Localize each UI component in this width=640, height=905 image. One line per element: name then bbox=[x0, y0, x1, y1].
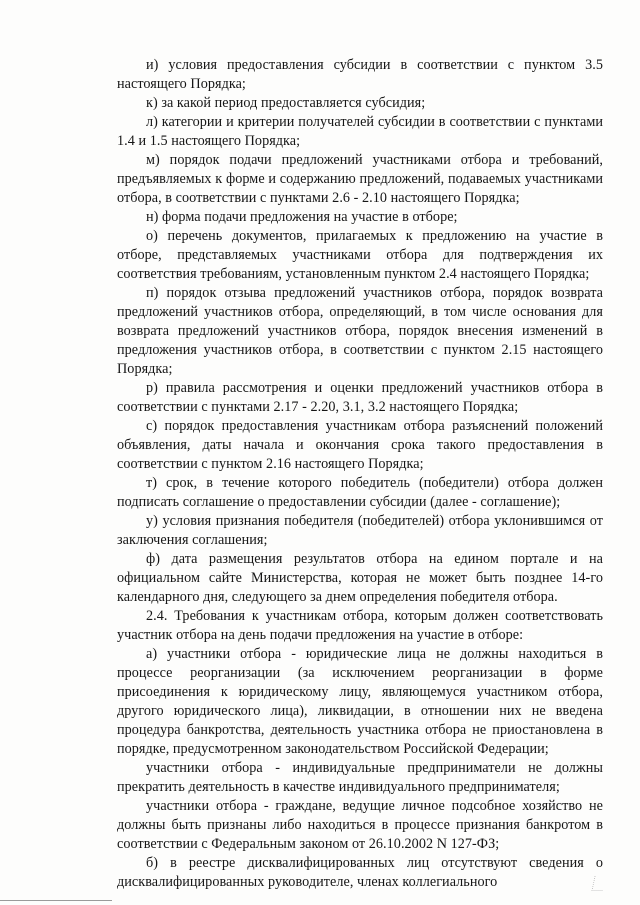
scan-corner-mark bbox=[591, 876, 605, 891]
paragraph-i: и) условия предоставления субсидии в соответствии с пунктом 3.5 настоящего Порядка; bbox=[117, 57, 603, 92]
paragraph-m: м) порядок подачи предложений участниками отбора и требований, предъявляемых к форме и содержанию предложений, подаваемых участниками отбора, в соответствии с пунктами 2.6 - 2.10 настоящего Порядка; bbox=[117, 152, 603, 206]
paragraph-f: ф) дата размещения результатов отбора на едином портале и на официальном сайте Министерства, которая не может быть позднее 14-го календарного дня, следующего за днем определения победителя отбора. bbox=[117, 551, 603, 605]
paragraph-b: б) в реестре дисквалифицированных лиц отсутствуют сведения о дисквалифицированных руководителе, членах коллегиального bbox=[117, 855, 603, 890]
paragraph-citizens: участники отбора - граждане, ведущие личное подсобное хозяйство не должны быть признаны либо находиться в процессе признания банкротом в соответствии с Федеральным законом от 26.10.2002 N 127-ФЗ; bbox=[117, 798, 603, 852]
paragraph-t: т) срок, в течение которого победитель (победители) отбора должен подписать соглашение о предоставлении субсидии (далее - соглашение); bbox=[117, 475, 603, 510]
footer-rule bbox=[0, 900, 112, 901]
paragraph-p: п) порядок отзыва предложений участников отбора, порядок возврата предложений участников отбора, определяющий, в том числе основания для возврата предложений участников отбора, порядок внесения изменений в предложения участников отбора, в соответствии с пунктом 2.15 настоящего Порядка; bbox=[117, 285, 603, 377]
paragraph-l: л) категории и критерии получателей субсидии в соответствии с пунктами 1.4 и 1.5 настоящего Порядка; bbox=[117, 114, 603, 149]
paragraph-s: с) порядок предоставления участникам отбора разъяснений положений объявления, даты начала и окончания срока такого предоставления в соответствии с пунктом 2.16 настоящего Порядка; bbox=[117, 418, 603, 472]
paragraph-r: р) правила рассмотрения и оценки предложений участников отбора в соответствии с пунктами 2.17 - 2.20, 3.1, 3.2 настоящего Порядка; bbox=[117, 380, 603, 415]
paragraph-u: у) условия признания победителя (победителей) отбора уклонившимся от заключения соглашения; bbox=[117, 513, 603, 548]
paragraph-entrepreneurs: участники отбора - индивидуальные предприниматели не должны прекратить деятельность в качестве индивидуального предпринимателя; bbox=[117, 760, 603, 795]
paragraph-n: н) форма подачи предложения на участие в отборе; bbox=[146, 209, 458, 225]
paragraph-o: о) перечень документов, прилагаемых к предложению на участие в отборе, представляемых участниками отбора для подтверждения их соответствия требованиям, установленным пунктом 2.4 настоящего Порядка; bbox=[117, 228, 603, 282]
paragraph-2-4: 2.4. Требования к участникам отбора, которым должен соответствовать участник отбора на день подачи предложения на участие в отборе: bbox=[117, 608, 603, 643]
paragraph-a: а) участники отбора - юридические лица не должны находиться в процессе реорганизации (за исключением реорганизации в форме присоединения к юридическому лицу, являющемуся участником отбора, другого юридического лица), ликвидации, в отношении них не введена процедура банкротства, деятельность участника отбора не приостановлена в порядке, предусмотренном законодательством Российской Федерации; bbox=[117, 646, 603, 757]
paragraph-k: к) за какой период предоставляется субсидия; bbox=[146, 95, 426, 111]
document-body bbox=[117, 56, 603, 892]
